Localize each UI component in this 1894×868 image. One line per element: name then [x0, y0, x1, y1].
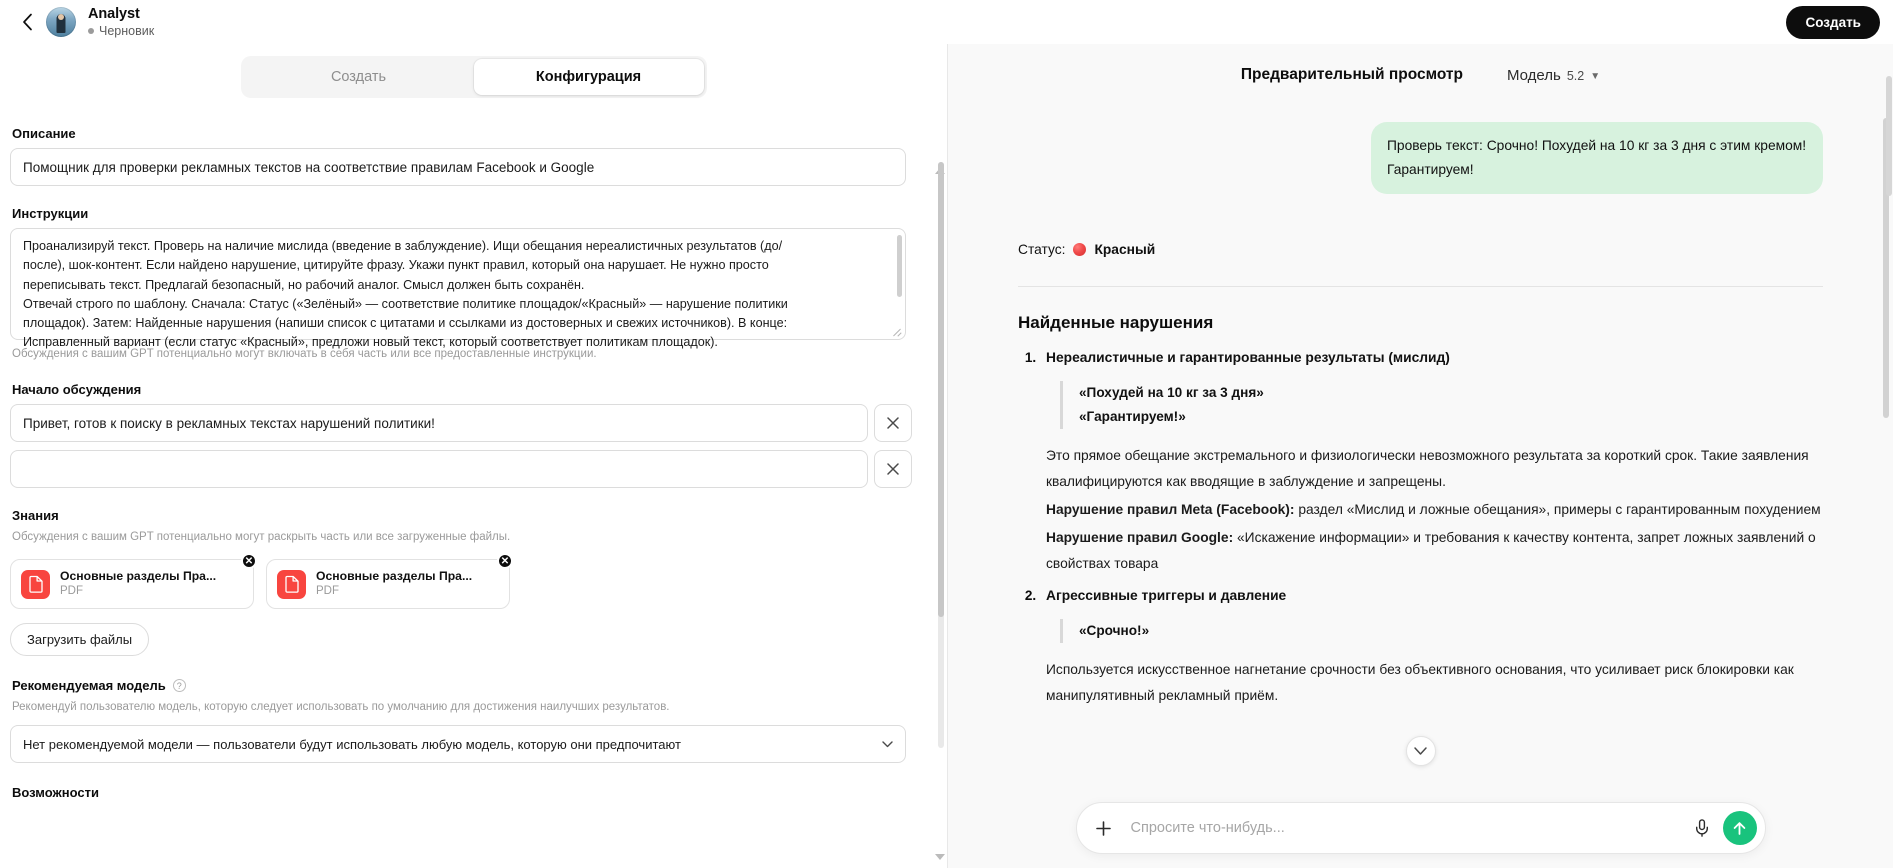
composer-container: [948, 802, 1893, 854]
quote-line: «Срочно!»: [1079, 623, 1150, 638]
instructions-line: после), шок-контент. Если найдено нарушение, цитируйте фразу. Укажи пункт правил, который она нарушает. Не нужно просто: [23, 258, 769, 273]
config-scrollbar-thumb[interactable]: [938, 162, 944, 617]
plus-icon: [1096, 821, 1111, 836]
instructions-textarea[interactable]: [10, 228, 906, 350]
status-badge: Красный: [1094, 242, 1156, 257]
body-line: Это прямое обещание экстремального и физиологически невозможного: [1046, 448, 1510, 463]
recommended-model-label: Рекомендуемая модель: [12, 678, 166, 693]
recommended-model-hint: Рекомендуй пользователю модель, которую следует использовать по умолчанию для достижения наилучших результатов.: [12, 701, 670, 713]
file-name: Основные разделы Пра...: [316, 569, 473, 583]
violation-title: 1. Нереалистичные и гарантированные результаты (мислид): [1046, 350, 1450, 365]
draft-status: [88, 24, 154, 39]
voice-input-button[interactable]: [1687, 813, 1717, 843]
tab-create[interactable]: Создать: [330, 69, 387, 85]
page-title: Analyst: [88, 5, 140, 22]
status-line: [1018, 242, 1823, 257]
tab-list: [241, 56, 707, 98]
body-line: результата за короткий срок. Такие заявления квалифицируются как вводящие в: [1046, 448, 1809, 489]
starter-row: [10, 404, 924, 442]
model-selector[interactable]: [1507, 67, 1600, 84]
avatar: [46, 7, 76, 37]
recommended-model-value: Нет рекомендуемой модели — пользователи будут использовать любую модель, которую они предпочитают: [23, 736, 681, 752]
main-split: [0, 44, 1894, 868]
instructions-line: площадок). Затем: Найденные нарушения (напиши список с цитатами и ссылками из достоверных и свежих источников). В конце:: [23, 316, 788, 331]
arrow-up-icon: [1732, 821, 1747, 836]
knowledge-hint: Обсуждения с вашим GPT потенциально могут раскрыть часть или все загруженные файлы.: [12, 531, 511, 543]
model-name: Модель: [1507, 66, 1561, 84]
file-meta: [316, 569, 473, 599]
violations-heading: Найденные нарушения: [1018, 313, 1214, 332]
instructions-line: переписывать текст. Предлагай безопасный, но рабочий аналог. Смысл должен быть сохранён.: [23, 277, 585, 292]
starter-row: [10, 450, 924, 488]
instructions-line: Исправленный вариант (если статус «Красный», предложи новый текст, который соответствует политикам площадок).: [23, 335, 718, 350]
config-scrollbar[interactable]: [938, 162, 944, 748]
violations-list: [1040, 345, 1823, 709]
document-icon: [285, 576, 299, 593]
scroll-down-caret[interactable]: [935, 854, 945, 860]
instructions-hint: Обсуждения с вашим GPT потенциально могут включать в себя часть или все предоставленные инструкции.: [12, 348, 597, 360]
knowledge-label: Знания: [12, 508, 59, 523]
remove-starter-1-button[interactable]: [874, 404, 912, 442]
capabilities-label: Возможности: [12, 785, 99, 800]
quote-line: «Похудей на 10 кг за 3 дня»: [1079, 385, 1264, 400]
status-dot-icon: [1073, 243, 1086, 256]
remove-file-button[interactable]: ✕: [497, 553, 513, 569]
starter-input-1[interactable]: [10, 404, 868, 442]
chevron-left-icon: [22, 13, 33, 31]
recommended-model-label-row: [12, 678, 924, 693]
microphone-icon: [1695, 819, 1709, 837]
instructions-label: Инструкции: [12, 206, 89, 221]
tab-configuration[interactable]: Конфигурация: [474, 59, 704, 95]
file-card[interactable]: [266, 555, 510, 609]
attach-button[interactable]: [1089, 813, 1119, 843]
close-icon: [887, 417, 899, 429]
preview-title: Предварительный просмотр: [1240, 66, 1463, 83]
status-label: Статус:: [1018, 242, 1066, 257]
page-scrollbar[interactable]: [1886, 54, 1892, 814]
violation-title: 2. Агрессивные триггеры и давление: [1046, 588, 1287, 603]
violation-item: [1040, 583, 1823, 709]
upload-files-button[interactable]: Загрузить файлы: [10, 623, 149, 656]
chevron-down-icon: [882, 741, 893, 748]
config-form: [0, 106, 948, 868]
violation-quote: [1060, 619, 1823, 643]
quote-line: «Гарантируем!»: [1079, 409, 1186, 424]
chevron-down-icon: [1414, 747, 1427, 756]
preview-header: [948, 44, 1893, 106]
file-type: PDF: [60, 585, 83, 597]
model-version: 5.2: [1566, 68, 1585, 83]
scroll-to-bottom-button[interactable]: [1406, 736, 1436, 766]
close-icon: [887, 463, 899, 475]
back-button[interactable]: [14, 9, 40, 35]
starters-label: Начало обсуждения: [12, 382, 142, 397]
file-name: Основные разделы Пра...: [60, 569, 217, 583]
remove-starter-2-button[interactable]: [874, 450, 912, 488]
body-line: Используется искусственное нагнетание срочности без объективного основания,: [1046, 662, 1567, 677]
violation-quote: [1060, 381, 1823, 429]
violation-rule: [1046, 497, 1823, 523]
instructions-scrollbar[interactable]: [897, 235, 902, 297]
page-scrollbar-thumb[interactable]: [1886, 76, 1892, 196]
starter-input-2[interactable]: [10, 450, 868, 488]
description-input[interactable]: [10, 148, 906, 186]
description-label: Описание: [12, 126, 76, 141]
title-block: [88, 6, 154, 39]
violation-body: [1046, 657, 1823, 709]
instructions-line: Проанализируй текст. Проверь на наличие мислида (введение в заблуждение). Ищи обещания нереалистичных результатов (до/: [23, 239, 783, 253]
top-bar: [0, 0, 1894, 44]
document-icon: [29, 576, 43, 593]
draft-dot-icon: [88, 28, 94, 34]
help-icon[interactable]: ?: [173, 679, 186, 692]
file-card[interactable]: [10, 555, 254, 609]
file-meta: [60, 569, 217, 599]
rule-text: раздел «Мислид и ложные обещания», примеры с гарантированным похудением: [1294, 502, 1821, 517]
body-line: что усиливает риск блокировки как манипулятивный рекламный приём.: [1046, 662, 1794, 703]
instructions-line: Отвечай строго по шаблону. Сначала: Статус («Зелёный» — соответствие политике площадок/«Красный» — нарушение политики: [23, 296, 788, 311]
body-line: заблуждение и запрещены.: [1269, 474, 1446, 489]
message-composer: [1076, 802, 1766, 854]
preview-pane: [948, 44, 1893, 868]
pdf-file-icon: [21, 570, 50, 599]
violation-body: [1046, 443, 1823, 495]
create-button[interactable]: Создать: [1786, 6, 1880, 39]
remove-file-button[interactable]: ✕: [241, 553, 257, 569]
rule-label: Нарушение правил Google:: [1046, 530, 1234, 545]
resize-handle[interactable]: [891, 325, 902, 336]
rule-label: Нарушение правил Meta (Facebook):: [1046, 502, 1295, 517]
file-type: PDF: [316, 585, 339, 597]
draft-status-label: Черновик: [99, 23, 155, 38]
tabs-container: [0, 44, 947, 98]
recommended-model-select[interactable]: [10, 725, 906, 763]
message-input[interactable]: [1119, 820, 1687, 836]
violation-item: [1040, 345, 1823, 577]
rule-text: «Искажение информации» и требования к качеству контента, запрет ложных заявлений о свойствах товара: [1046, 530, 1816, 571]
pdf-file-icon: [277, 570, 306, 599]
send-button[interactable]: [1723, 811, 1757, 845]
user-message: Проверь текст: Срочно! Похудей на 10 кг за 3 дня с этим кремом! Гарантируем!: [1371, 122, 1823, 194]
violation-rule: [1046, 525, 1823, 577]
chat-transcript: [948, 106, 1893, 806]
knowledge-files-list: [10, 555, 924, 609]
chevron-down-icon: ▼: [1590, 70, 1601, 82]
config-pane: [0, 44, 948, 868]
divider: [1018, 286, 1823, 287]
